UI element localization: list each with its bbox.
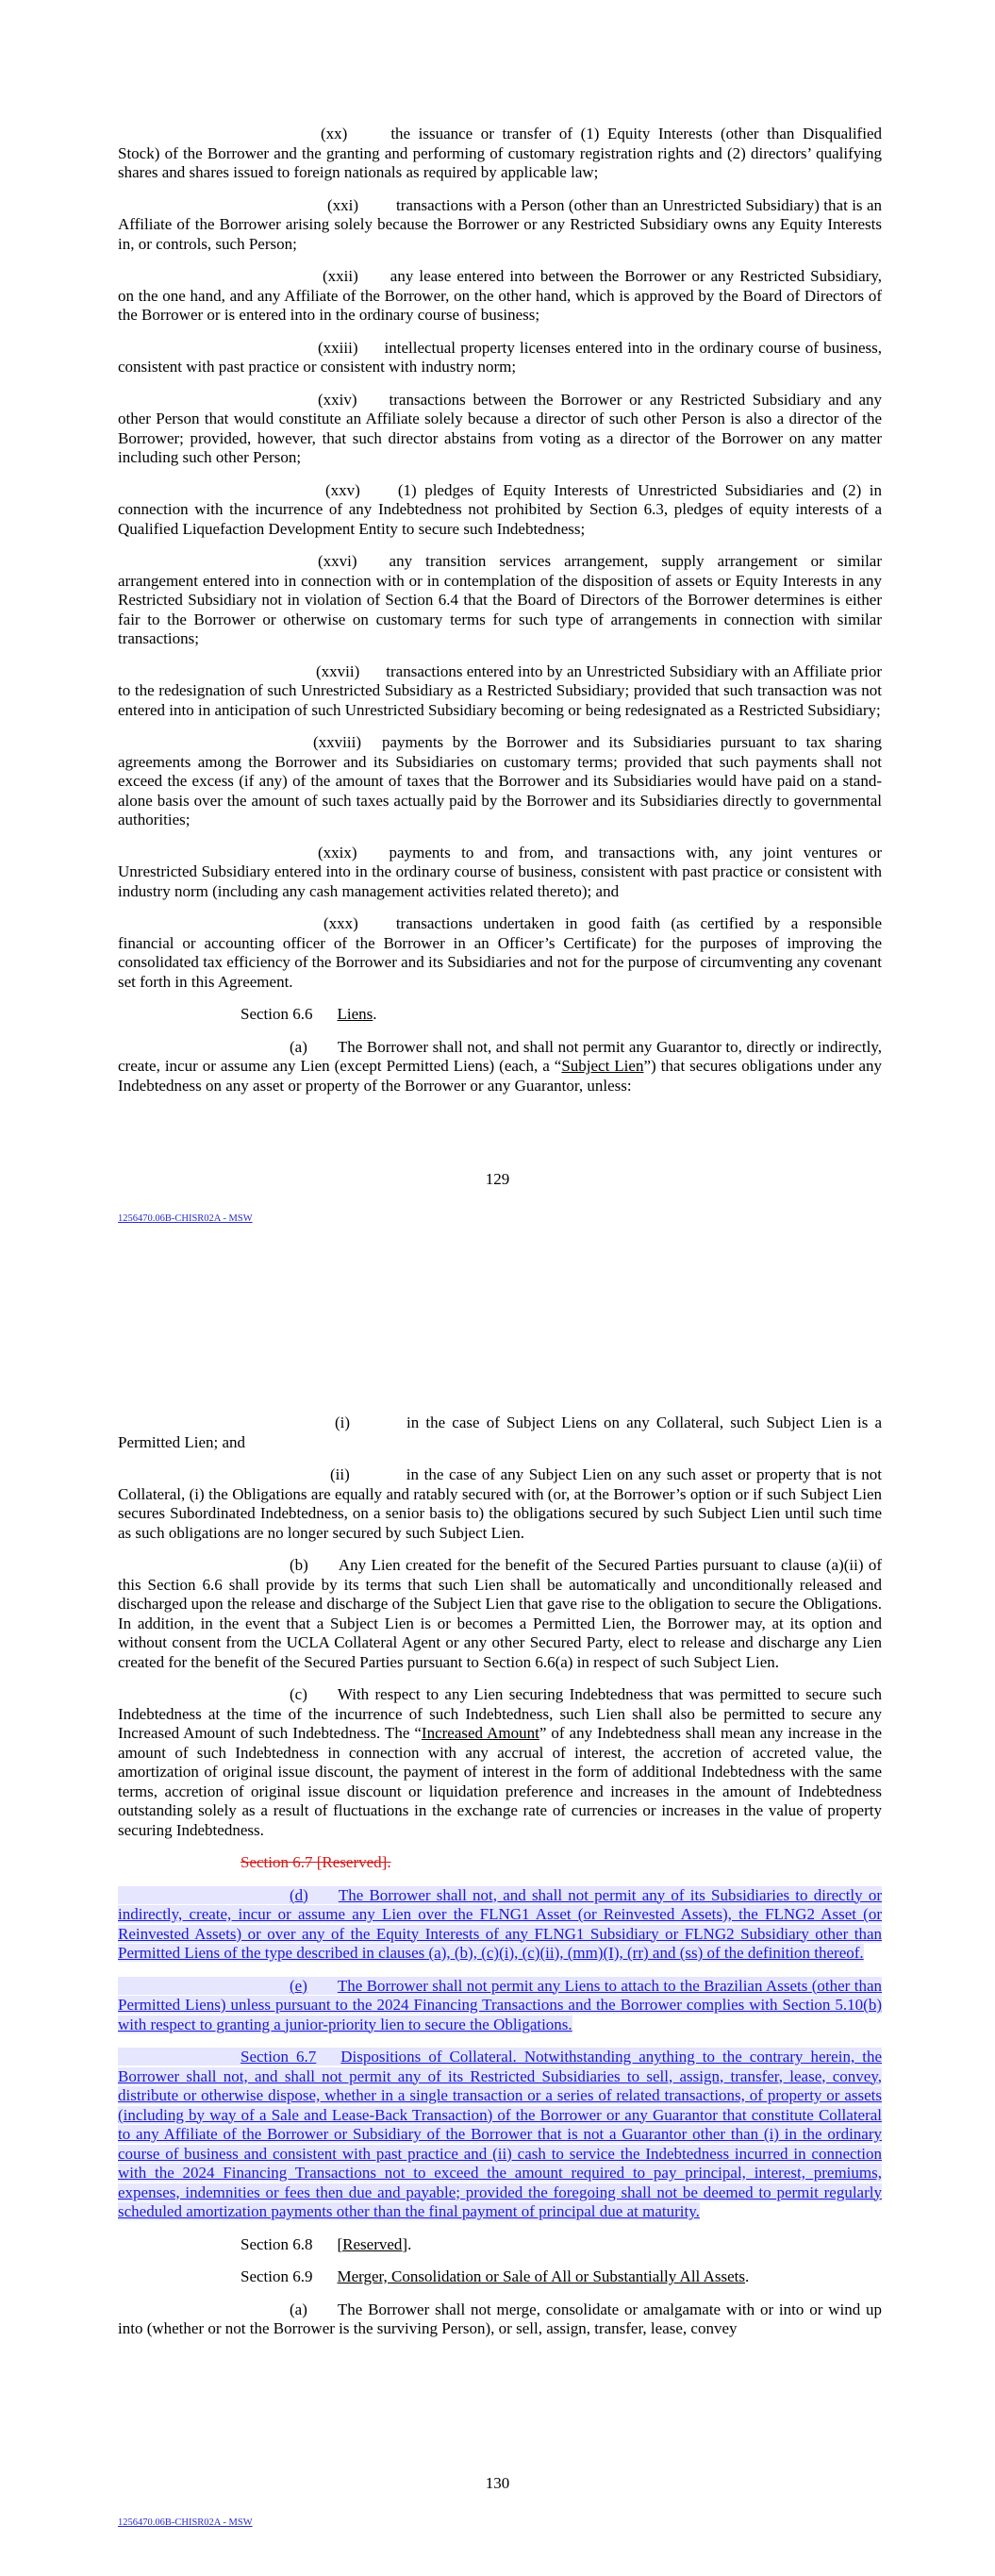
- clause-lead: Dispositions of Collateral. Notwithstanding anything to the contrary: [340, 2048, 804, 2066]
- document-id-link[interactable]: 1256470.06B-CHISR02A - MSW: [118, 1213, 253, 1224]
- clause-lead: any lease entered into between the Borrower or any Restricted: [390, 267, 805, 285]
- page-number: 129: [485, 1170, 510, 1188]
- clause-number: (a): [290, 2300, 307, 2318]
- clause-list: [118, 125, 882, 992]
- clause-number: (xxviii): [313, 733, 361, 751]
- section-title: Liens: [337, 1005, 373, 1023]
- clause-number: (xxii): [323, 267, 358, 285]
- clause-lead: intellectual property licenses entered into in the ordinary course: [384, 338, 801, 357]
- clause-lead: in the case of Subject Liens on any Collateral, such Subject Lien: [406, 1413, 851, 1431]
- clause-number: (xxi): [327, 195, 359, 214]
- page-129: [0, 0, 995, 1264]
- section-6-6-para-c: [118, 1685, 882, 1840]
- clause-number: (xxv): [325, 480, 360, 499]
- clause-number: (c): [290, 1685, 307, 1703]
- clause-number: (e): [290, 1976, 307, 1995]
- clause-number: (xxvii): [316, 661, 360, 680]
- clause-text: ”) that secures obligations under any Indebtedness on any asset or property of the Borrower or any Guarantor, unless:: [118, 1057, 882, 1095]
- clause-number: (b): [290, 1556, 308, 1574]
- page-130-body: [118, 1413, 882, 2352]
- clause-number: (xxiii): [318, 338, 358, 357]
- defined-term: Subject Lien: [561, 1057, 644, 1075]
- clause-text: is a Permitted Lien; and: [118, 1413, 883, 1451]
- clause-text: Subsidiary) that is an Affiliate of the Borrower arising solely because the Borrower or any Restricted Subsidiary owns any Equity Interests in, or controls, such Person;: [118, 195, 883, 253]
- clause-text: or Unrestricted Subsidiary entered into in the ordinary course of business, consistent with past practice or consistent with industry norm (including any cash management activities related thereto); and: [118, 843, 882, 900]
- clause-item: [118, 267, 882, 326]
- inserted-text: [118, 1886, 882, 1963]
- subclause-ii: [118, 1465, 882, 1543]
- clause-text: and any other Person that would constitute an Affiliate solely because a director of such other Person is also a director of the Borrower; provided, however, that such director abstains from voting as a director of the Borrower on any matter including such other Person;: [118, 390, 883, 466]
- section-label: Section 6.7: [240, 2048, 317, 2066]
- inserted-text: [118, 1977, 882, 2033]
- clause-text: similar arrangement entered into in connection with or in contemplation of the disposition of assets or Equity Interests in any Restricted Subsidiary not in violation of Section 6.4 that the Board of Directors of the Borrower determines is either fair to the Borrower or otherwise on customary terms for such type of arrangements in connection with similar transactions;: [118, 552, 882, 647]
- deleted-text: Section 6.7 [Reserved].: [240, 1853, 391, 1871]
- clause-number: (ii): [330, 1465, 350, 1483]
- clause-text: Subsidiary, on the one hand, and any Affiliate of the Borrower, on the other hand, which is approved by the Board of Directors of the Borrower or is entered into in the ordinary course of business;: [118, 267, 883, 324]
- clause-lead: in the case of any Subject Lien on any such asset or property that: [406, 1465, 840, 1483]
- clause-number: (xxix): [318, 843, 357, 861]
- section-title: Merger, Consolidation or Sale of All or Substantially All Assets: [337, 2267, 745, 2285]
- clause-item: [118, 196, 882, 255]
- clause-lead: the issuance or transfer of (1) Equity Interests (other than: [390, 125, 795, 142]
- inserted-para-e: [118, 1977, 882, 2035]
- page-130: [0, 1264, 995, 2576]
- page-number: 130: [485, 2474, 510, 2492]
- clause-number: (xxvi): [318, 552, 357, 570]
- clause-item: [118, 844, 882, 902]
- clause-text: (2) in connection with the incurrence of any Indebtedness not prohibited by Section 6.3, pledges of equity interests of a Qualified Liquefaction Development Entity to secure such Indebtedness;: [118, 480, 883, 538]
- clause-item: [118, 125, 882, 183]
- subclause-i: [118, 1413, 882, 1452]
- inserted-para-d: [118, 1886, 882, 1964]
- inserted-section-6-7: [118, 2048, 882, 2222]
- clause-lead: With respect to any Lien securing Indebtedness that was permitted to: [337, 1685, 800, 1703]
- clause-item: [118, 914, 882, 992]
- clause-number: (xxx): [323, 914, 358, 932]
- clause-lead: (1) pledges of Equity Interests of Unrestricted Subsidiaries and: [397, 480, 835, 499]
- section-label: Section 6.6: [240, 1005, 313, 1023]
- section-6-6-para-b: [118, 1556, 882, 1672]
- clause-lead: transactions undertaken in good faith (as certified by a: [395, 914, 799, 932]
- inserted-text: [118, 2048, 882, 2220]
- section-6-9-heading: Section 6.9 Merger, Consolidation or Sale of All or Substantially All Assets.: [240, 2267, 750, 2285]
- clause-text: responsible financial or accounting officer of the Borrower in an Officer’s Certificate) for the purposes of improving the consolidated tax efficiency of the Borrower and its Subsidiaries and not for the purpose of circumventing any covenant set forth in this Agreement.: [118, 914, 882, 991]
- clause-text: ” of any Indebtedness shall mean any increase in the amount of such Indebtedness in connection with any accrual of interest, the accretion of accreted value, the amortization of original issue discount, the payment of interest in the form of additional Indebtedness with the same terms, accretion of original issue discount or liquidation preference and increases in the amount of Indebtedness outstanding solely as a result of fluctuations in the exchange rate of currencies or increases in the value of property securing Indebtedness.: [118, 1724, 883, 1839]
- clause-lead: transactions with a Person (other than an Unrestricted: [396, 195, 742, 214]
- clause-text: directly or indirectly, create, incur or assume any Lien over the FLNG1 Asset (or Reinvested Assets), the FLNG2 Asset (or Reinvested Assets) or over any of the Equity Interests of any FLNG1 Subsidiary or FLNG2 Subsidiary other than Permitted Liens of the type described in clauses (a), (b), (c)(i), (c)(ii), (mm)(I), (rr) and (ss) of the definition thereof.: [118, 1885, 882, 1962]
- clause-item: [118, 733, 882, 830]
- clause-item: [118, 339, 882, 377]
- clause-text: of business, consistent with past practice or consistent with industry norm;: [118, 338, 883, 376]
- clause-item: [118, 391, 882, 468]
- clause-lead: The Borrower shall not, and shall not permit any of its Subsidiaries to: [338, 1885, 808, 1904]
- clause-text: Affiliate prior to the redesignation of such Unrestricted Subsidiary as a Restricted Subsidiary; provided that such transaction was not entered into in anticipation of such Unrestricted Subsidiary becoming or being redesignated as a Restricted Subsidiary;: [118, 661, 883, 719]
- clause-lead: payments to and from, and transactions with, any joint ventures: [389, 843, 858, 861]
- section-6-9-para-a: [118, 2300, 882, 2339]
- clause-number: (i): [335, 1413, 351, 1431]
- clause-lead: payments by the Borrower and its Subsidiaries pursuant to tax: [382, 733, 826, 751]
- section-6-6-para-a: [118, 1038, 882, 1096]
- section-6-6-heading: Section 6.6 Liens.: [240, 1005, 377, 1023]
- clause-lead: any transition services arrangement, supply arrangement or: [389, 552, 824, 570]
- clause-text: herein, the Borrower shall not, and shall not permit any of its Restricted Subsidiaries to sell, assign, transfer, lease, convey, distribute or otherwise dispose, whether in a single transaction or a series of related transactions, of property or assets (including by way of a Sale and Lease-Back Transaction) of the Borrower or any Guarantor that constitute Collateral to any Affiliate of the Borrower or Subsidiary of the Borrower that is not a Guarantor other than (i) in the ordinary course of business and consistent with past practice and (ii) cash to service the Indebtedness incurred in connection with the 2024 Financing Transactions not to exceed the amount required to pay principal, interest, premiums, expenses, indemnities or fees then due and payable; provided the foregoing shall not be deemed to permit regularly scheduled amortization payments other than the final payment of principal due at maturity.: [118, 2048, 882, 2220]
- clause-text: (a)(ii) of this Section 6.6 shall provide by its terms that such Lien shall be automatically and unconditionally released and discharged upon the release and discharge of the Subject Lien that gave rise to the obligation to secure the Obligations. In addition, in the event that a Subject Lien is or becomes a Permitted Lien, the Borrower may, at its option and without consent from the UCLA Collateral Agent or any other Secured Party, elect to release and discharge any Lien created for the benefit of the Secured Parties pursuant to Section 6.6(a) in respect of such Subject Lien.: [118, 1556, 883, 1671]
- clause-text: sharing agreements among the Borrower and its Subsidiaries on customary terms; provided that such payments shall not exceed the excess (if any) of the amount of taxes that the Borrower and its Subsidiaries would have paid on a stand-alone basis over the amount of such taxes actually paid by the Borrower and its Subsidiaries directly to governmental authorities;: [118, 733, 882, 828]
- defined-term: Increased Amount: [421, 1724, 539, 1742]
- section-title: [Reserved]: [337, 2234, 408, 2253]
- clause-lead: The Borrower shall not merge, consolidate or amalgamate with or into or: [337, 2300, 823, 2318]
- clause-text: secure such Indebtedness at the time of the incurrence of such Indebtedness, such Lien shall also be permitted to secure any Increased Amount of such Indebtedness. The “: [118, 1685, 882, 1742]
- clause-lead: The Borrower shall not permit any Liens to attach to the Brazilian Assets: [337, 1976, 808, 1995]
- clause-text: is not Collateral, (i) the Obligations are equally and ratably secured with (or, at the Borrower’s option or if such Subject Lien secures Subordinated Indebtedness, on a senior basis to) the obligations secured by such Subject Lien until such time as such obligations are no longer secured by such Subject Lien.: [118, 1465, 883, 1542]
- clause-number: (a): [290, 1037, 307, 1056]
- clause-text: (other than Permitted Liens) unless pursuant to the 2024 Financing Transactions and the Borrower complies with Section 5.10(b) with respect to granting a junior-priority lien to secure the Obligations.: [118, 1976, 883, 2033]
- clause-lead: Any Lien created for the benefit of the Secured Parties pursuant to clause: [338, 1556, 821, 1574]
- clause-lead: transactions between the Borrower or any Restricted Subsidiary: [389, 390, 821, 409]
- clause-lead: The Borrower shall not, and shall not permit any Guarantor to, directly: [337, 1037, 796, 1056]
- document-id-link[interactable]: 1256470.06B-CHISR02A - MSW: [118, 2517, 253, 2528]
- clause-text: Disqualified Stock) of the Borrower and the granting and performing of customary registration rights and (2) directors’ qualifying shares and shares issued to foreign nationals as required by applicable law;: [118, 125, 882, 181]
- clause-item: [118, 662, 882, 721]
- clause-lead: transactions entered into by an Unrestricted Subsidiary with an: [386, 661, 790, 680]
- clause-number: (d): [290, 1885, 308, 1904]
- clause-text: wind up into (whether or not the Borrower is the surviving Person), or sell, assign, transfer, lease, convey: [118, 2300, 883, 2337]
- clause-item: [118, 481, 882, 540]
- clause-number: (xx): [321, 125, 348, 142]
- clause-item: [118, 552, 882, 649]
- clause-number: (xxiv): [318, 390, 357, 409]
- clause-text: or indirectly, create, incur or assume any Lien (except Permitted Liens) (each, a “: [118, 1037, 883, 1075]
- page-129-body: [118, 125, 882, 1109]
- section-label: Section 6.9: [240, 2267, 313, 2285]
- section-6-8-heading: Section 6.8 [Reserved].: [240, 2234, 412, 2253]
- deleted-section-6-7: [118, 1853, 882, 1873]
- section-label: Section 6.8: [240, 2234, 313, 2253]
